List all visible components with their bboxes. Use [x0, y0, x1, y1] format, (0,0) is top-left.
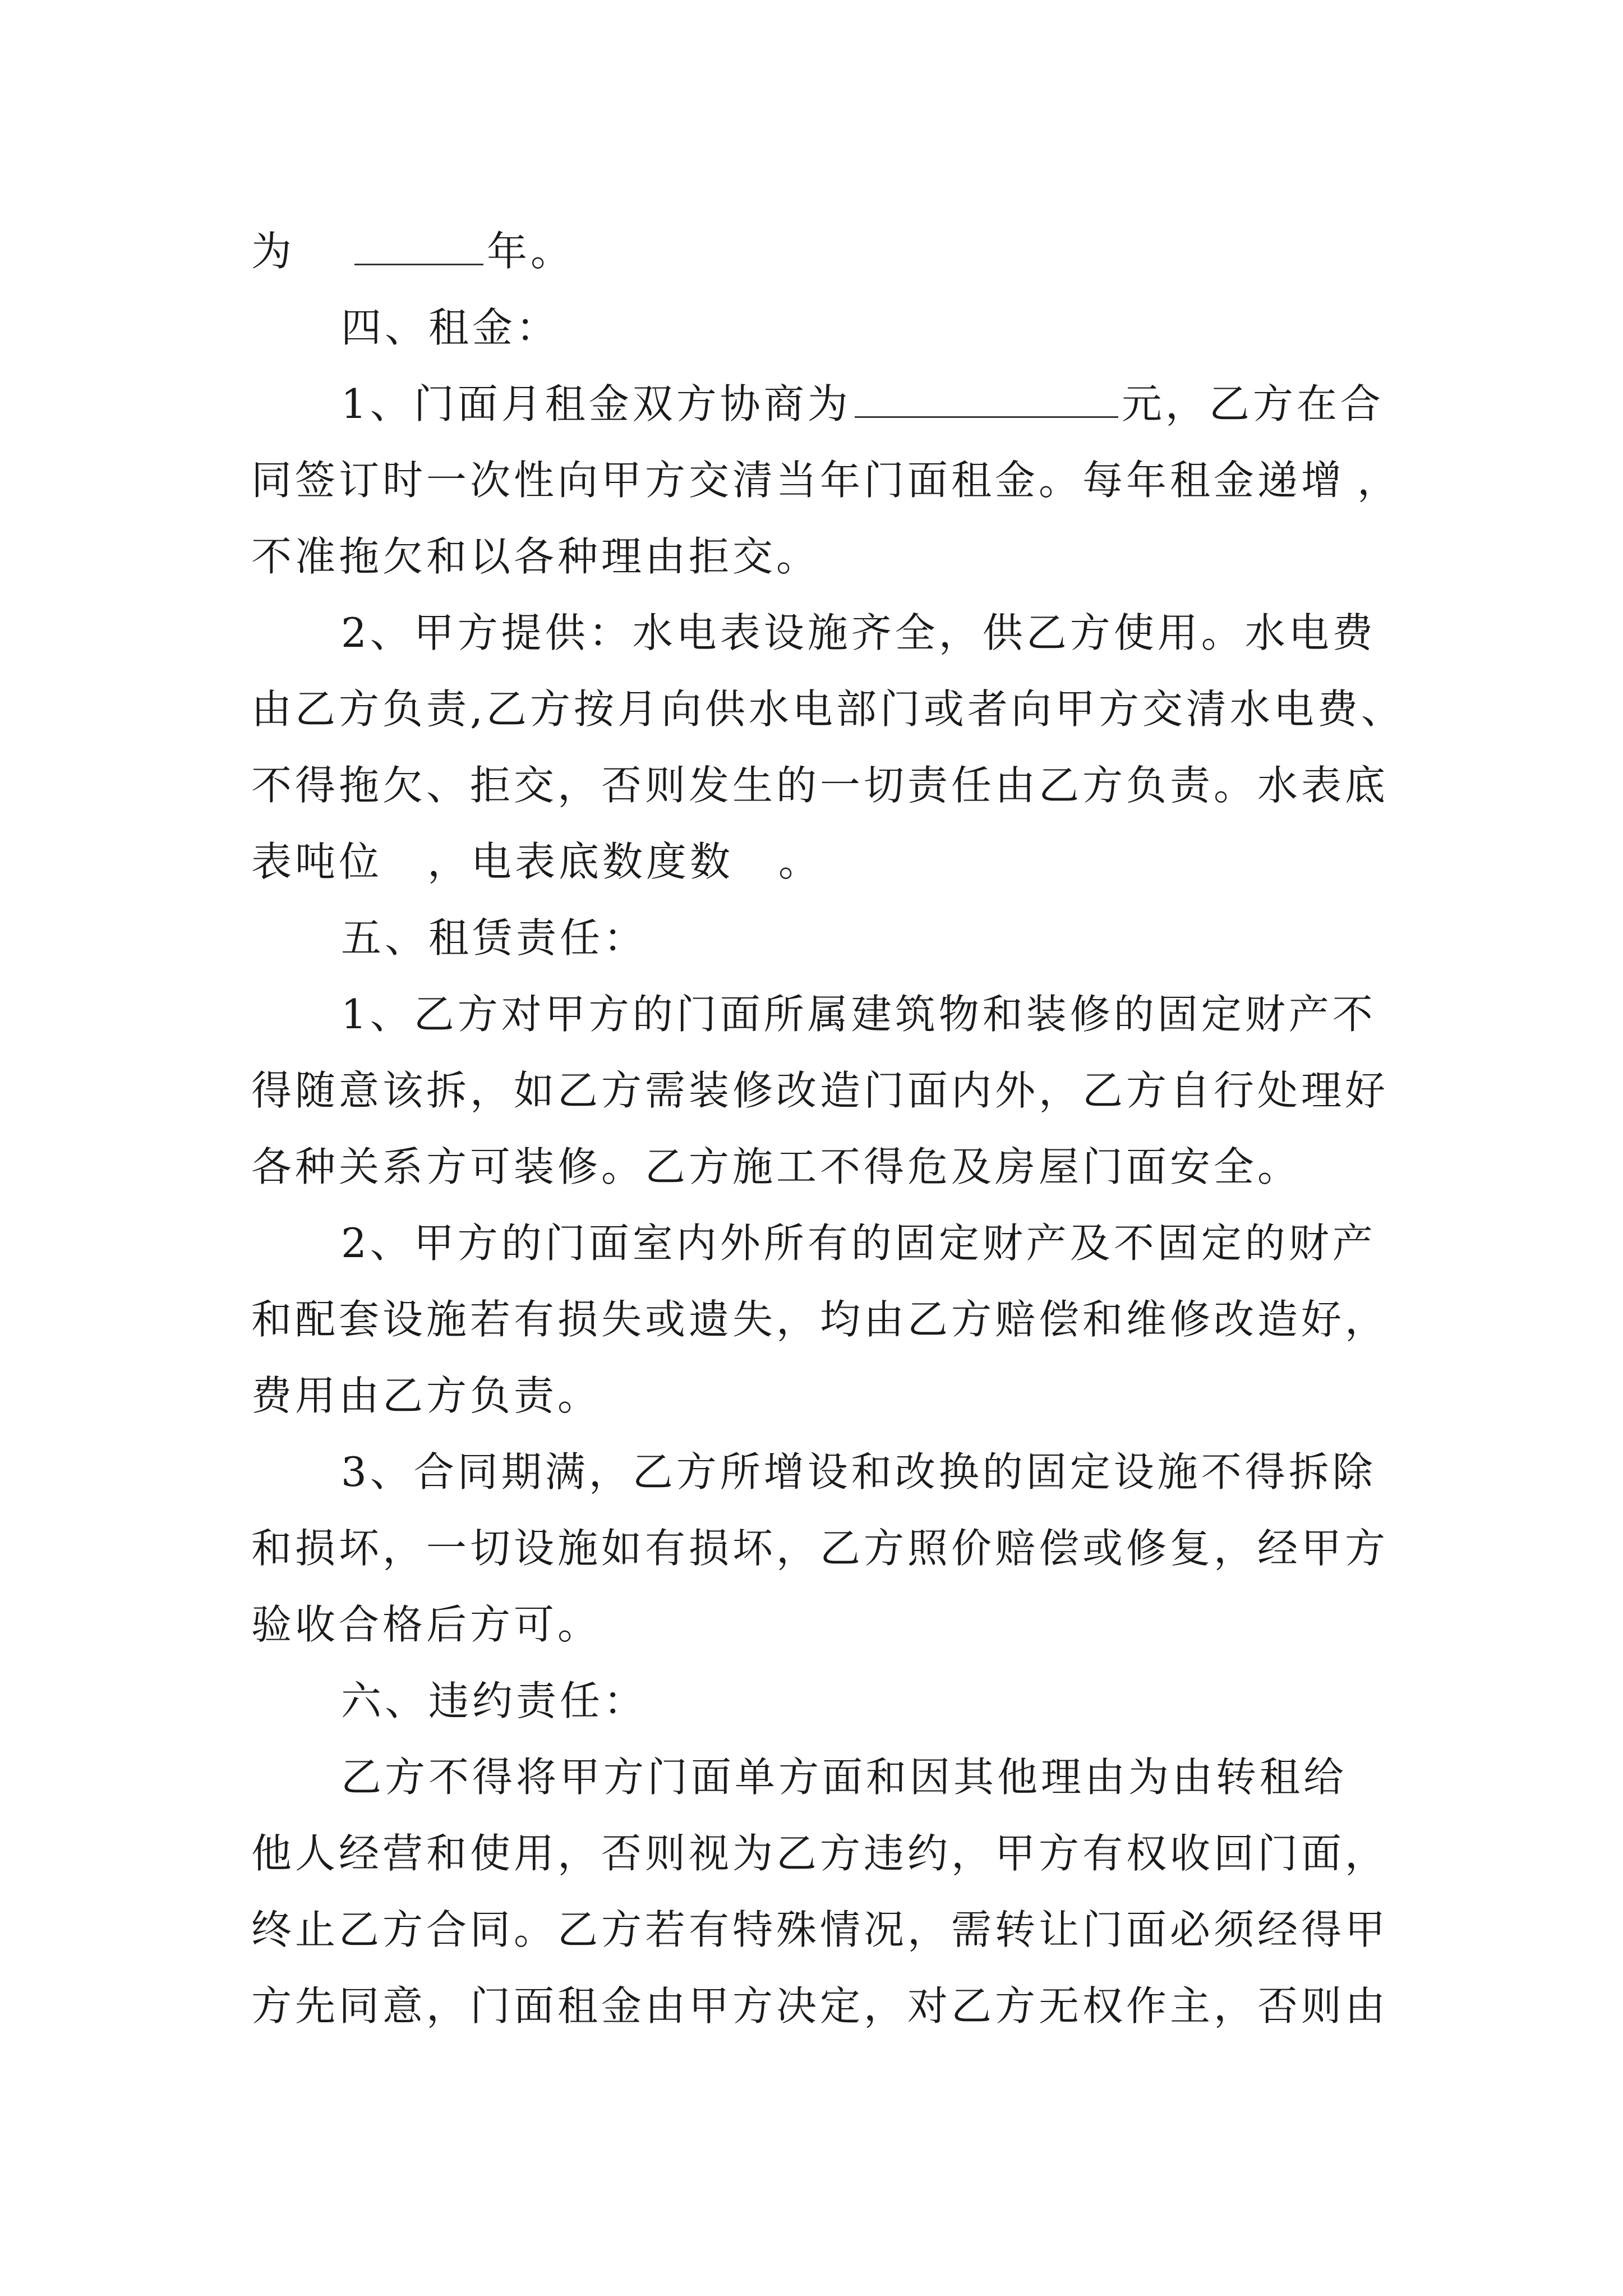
text-line: 3、合同期满，乙方所增设和改换的固定设施不得拆除	[341, 1448, 1376, 1496]
text-line: 表吨位 ，电表底数度数 。	[251, 838, 823, 885]
section-heading-breach-liability: 六、违约责任：	[341, 1677, 648, 1724]
text-line: 终止乙方合同。乙方若有特殊情况，需转让门面必须经得甲	[251, 1906, 1389, 1953]
text-line: 不准拖欠和以各种理由拒交。	[251, 533, 820, 580]
fill-in-blank	[855, 384, 1118, 418]
text-line: 费用由乙方负责。	[251, 1372, 602, 1419]
text-line: 由乙方负责,乙方按月向供水电部门或者向甲方交清水电费、	[251, 685, 1405, 733]
text-line: 同签订时一次性向甲方交清当年门面租金。每年租金递增 ，	[251, 457, 1401, 504]
text-line: 乙方不得将甲方门面单方面和因其他理由为由转租给	[341, 1754, 1348, 1801]
text-line: 1、乙方对甲方的门面所属建筑物和装修的固定财产不	[341, 991, 1376, 1038]
text-line: 和配套设施若有损失或遗失，均由乙方赔偿和维修改造好，	[251, 1296, 1389, 1343]
section-heading-lease-responsibility: 五、租赁责任：	[341, 914, 648, 961]
text-line: 2、甲方的门面室内外所有的固定财产及不固定的财产	[341, 1220, 1376, 1267]
section-heading-rent: 四、租金：	[341, 304, 560, 351]
text-line: 不得拖欠、拒交，否则发生的一切责任由乙方负责。水表底	[251, 762, 1389, 809]
text-fragment: 年。	[487, 228, 575, 275]
contract-body	[251, 213, 1405, 2044]
text-line: 2、甲方提供：水电表设施齐全，供乙方使用。水电费	[341, 609, 1376, 656]
text-line: 各种关系方可装修。乙方施工不得危及房屋门面安全。	[251, 1143, 1302, 1190]
text-line: 方先同意，门面租金由甲方决定，对乙方无权作主，否则由	[251, 1982, 1389, 2030]
text-fragment: 为	[251, 228, 296, 275]
fill-in-blank	[354, 231, 483, 265]
text-line: 验收合格后方可。	[251, 1601, 602, 1648]
text-line: 和损坏，一切设施如有损坏，乙方照价赔偿或修复，经甲方	[251, 1525, 1389, 1572]
text-line: 1、门面月租金双方协商为 元，乙方在合	[341, 380, 1384, 427]
text-line: 得随意该拆，如乙方需装修改造门面内外，乙方自行处理好	[251, 1067, 1389, 1114]
text-line: 他人经营和使用，否则视为乙方违约，甲方有权收回门面，	[251, 1830, 1389, 1877]
text-line	[251, 213, 1401, 289]
